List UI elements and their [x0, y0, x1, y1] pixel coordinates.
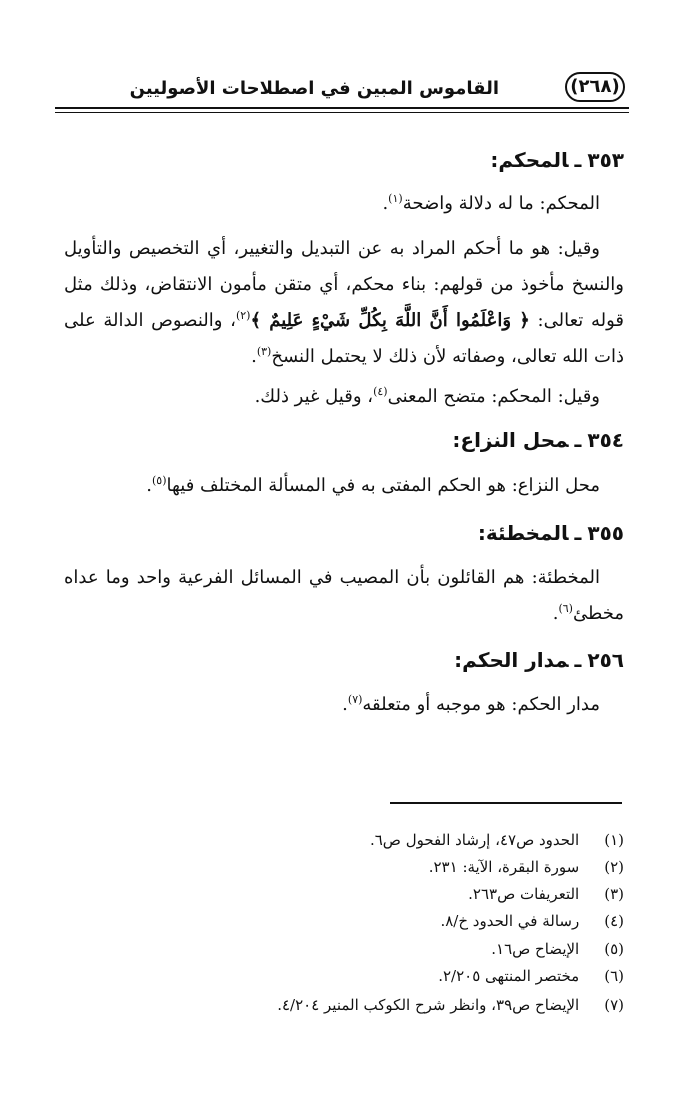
header-divider	[55, 107, 629, 109]
entry-heading-353	[490, 146, 624, 174]
footnote-text: مختصر المنتهى ٢/٢٠٥.	[438, 967, 580, 985]
footnote-text: التعريفات ص٢٦٣.	[468, 885, 580, 903]
page-number: (٢٦٨)	[565, 72, 625, 102]
footnote-4	[64, 908, 624, 934]
footnote-6	[64, 963, 624, 989]
footnote-divider	[390, 802, 622, 804]
footnote-ref: (٥)	[152, 474, 167, 487]
entry-number: ٢٥٦	[587, 648, 624, 672]
footnote-5	[64, 936, 624, 962]
alt-definition-text-cont: ، والنصوص الدالة على ذات الله تعالى، وصفاته لأن ذلك لا يحتمل النسخ	[64, 310, 624, 367]
entry-alt-definition	[64, 231, 624, 375]
entry-dash: ـ	[574, 648, 582, 672]
entry-number: ٣٥٣	[587, 148, 624, 172]
entry-term: المحكم:	[490, 148, 569, 172]
entry-heading-355	[478, 519, 624, 547]
footnote-ref: (٤)	[373, 385, 388, 398]
footnote-ref: (١)	[388, 192, 403, 205]
header-divider-thin	[55, 112, 629, 113]
entry-term: المخطئة:	[477, 521, 569, 545]
other-definition-text-cont: ، وقيل غير ذلك.	[254, 386, 374, 407]
entry-heading-354	[452, 426, 624, 454]
footnote-number: (١)	[604, 831, 624, 849]
running-header-title: القاموس المبين في اصطلاحات الأصوليين	[129, 78, 499, 99]
footnote-3	[64, 881, 624, 907]
entry-dash: ـ	[574, 428, 582, 452]
entry-heading-256	[454, 646, 624, 674]
entry-term: محل النزاع:	[452, 428, 569, 452]
entry-definition	[64, 186, 624, 222]
entry-definition	[64, 468, 624, 504]
entry-number: ٣٥٥	[587, 521, 624, 545]
footnote-number: (٧)	[604, 996, 624, 1014]
footnote-text: سورة البقرة، الآية: ٢٣١.	[428, 858, 580, 876]
footnote-number: (٥)	[604, 940, 624, 958]
footnote-text: الإيضاح ص١٦.	[491, 940, 580, 958]
definition-text: المحكم: ما له دلالة واضحة	[402, 193, 600, 214]
footnote-number: (٦)	[604, 967, 624, 985]
entry-definition	[64, 560, 624, 632]
footnote-ref: (٢)	[235, 309, 251, 322]
entry-dash: ـ	[574, 521, 582, 545]
footnote-text: الحدود ص٤٧، إرشاد الفحول ص٦.	[369, 831, 580, 849]
definition-end: .	[382, 193, 389, 214]
entry-definition	[64, 687, 624, 723]
entry-number: ٣٥٤	[587, 428, 624, 452]
footnote-ref: (٣)	[256, 345, 272, 358]
definition-text: مدار الحكم: هو موجبه أو متعلقه	[362, 694, 600, 715]
footnote-2	[64, 854, 624, 880]
footnote-ref: (٧)	[347, 693, 363, 706]
footnote-number: (٤)	[604, 912, 624, 930]
footnote-7	[64, 992, 624, 1018]
definition-end: .	[552, 603, 559, 624]
entry-other-definition	[64, 379, 624, 415]
definition-end: .	[146, 475, 152, 496]
definition-text: المخطئة: هم القائلون بأن المصيب في المسائل الفرعية واحد وما عداه مخطئ	[64, 567, 624, 624]
footnote-number: (٣)	[604, 885, 624, 903]
footnote-ref: (٦)	[558, 602, 573, 615]
definition-end: .	[342, 694, 348, 715]
footnote-1	[64, 827, 624, 853]
footnote-text: رسالة في الحدود خ/٨.	[440, 912, 580, 930]
other-definition-text: وقيل: المحكم: متضح المعنى	[387, 386, 600, 407]
footnote-number: (٢)	[604, 858, 624, 876]
quran-verse: ﴿ وَاعْلَمُوا أَنَّ اللَّهَ بِكُلِّ شَيْءٍ عَلِيمٌ ﴾	[250, 310, 530, 331]
alt-definition-end: .	[251, 346, 257, 367]
footnote-text: الإيضاح ص٣٩، وانظر شرح الكوكب المنير ٤/٢٠٤.	[277, 996, 580, 1014]
alt-definition-text: وقيل: هو ما أحكم المراد به عن التبديل والتغيير، أي التخصيص والتأويل والنسخ مأخوذ من قولهم: بناء محكم، أي متقن مأمون الانتقاض، وذلك مثل قوله تعالى:	[64, 238, 625, 331]
definition-text: محل النزاع: هو الحكم المفتى به في المسألة المختلف فيها	[166, 475, 600, 496]
entry-term: مدار الحكم:	[454, 648, 569, 672]
entry-dash: ـ	[574, 148, 582, 172]
